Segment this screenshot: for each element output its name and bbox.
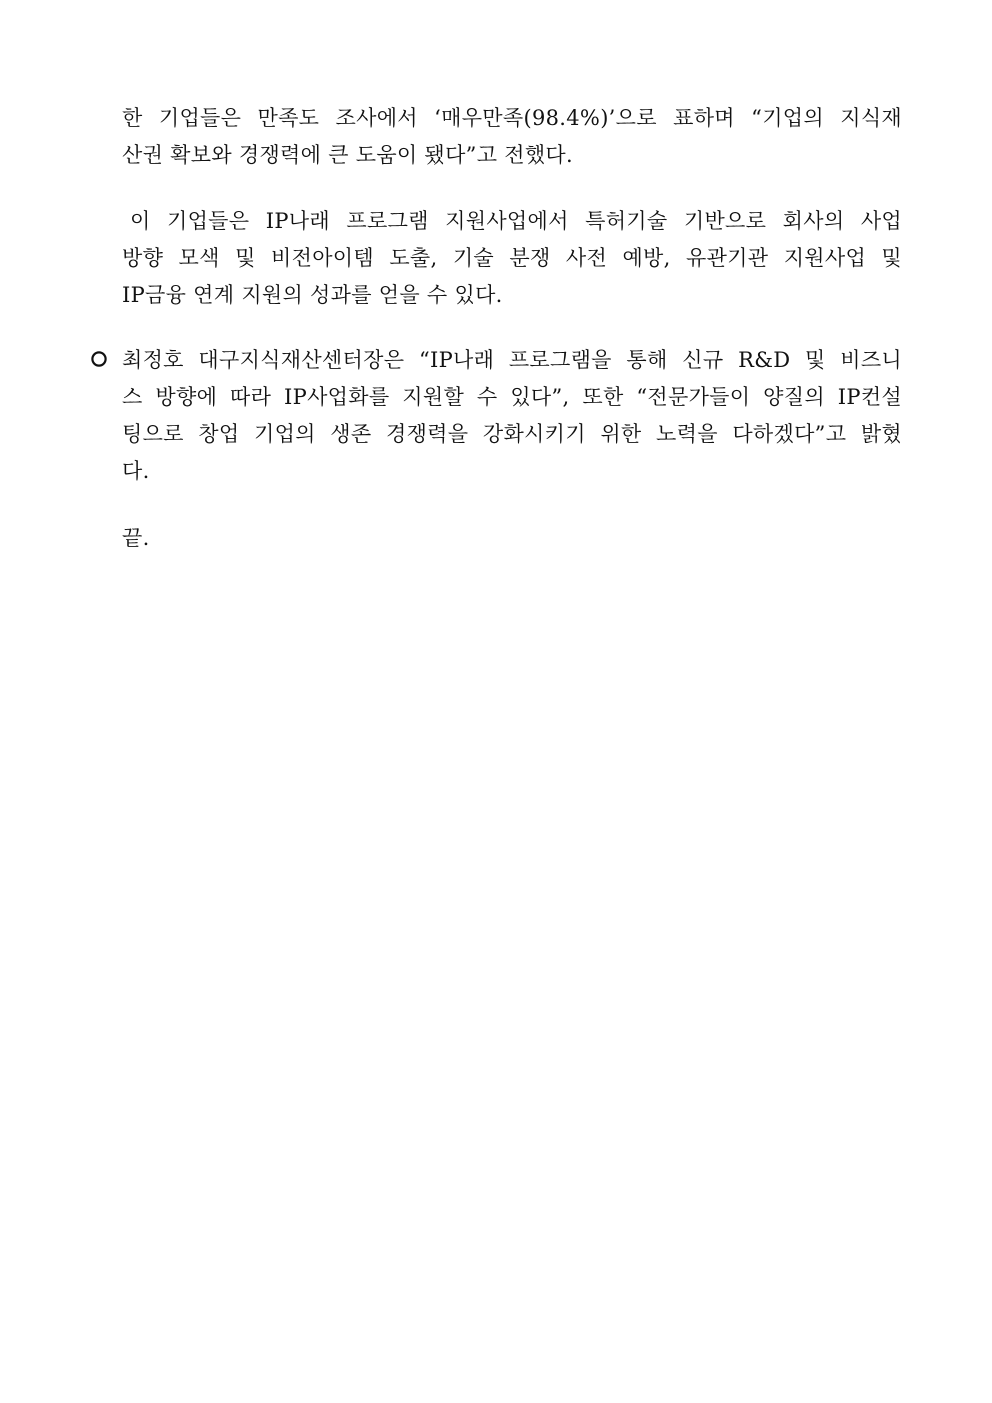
paragraph-director-quote [122,342,902,490]
closing-text: 끝. [122,526,150,550]
paragraph-line: 산권 확보와 경쟁력에 큰 도움이 됐다”고 전했다. [122,143,573,167]
paragraph-satisfaction [122,100,902,174]
paragraph-line: 한 기업들은 만족도 조사에서 ‘매우만족(98.4%)’으로 표하며 “기업의 지식재 [122,106,902,130]
paragraph-program-outcomes [122,203,902,314]
paragraph-line: 스 방향에 따라 IP사업화를 지원할 수 있다”, 또한 “전문가들이 양질의 IP컨설 [122,385,902,409]
closing-mark [122,520,902,557]
paragraph-line: 최정호 대구지식재산센터장은 “IP나래 프로그램을 통해 신규 R&D 및 비즈니 [122,348,902,372]
hollow-circle-bullet-icon [90,350,108,368]
paragraph-line: 이 기업들은 IP나래 프로그램 지원사업에서 특허기술 기반으로 회사의 사업 [130,209,902,233]
paragraph-line: IP금융 연계 지원의 성과를 얻을 수 있다. [122,283,503,307]
paragraph-line: 방향 모색 및 비전아이템 도출, 기술 분쟁 사전 예방, 유관기관 지원사업 및 [122,246,902,270]
paragraph-line: 팅으로 창업 기업의 생존 경쟁력을 강화시키기 위한 노력을 다하겠다”고 밝혔 [122,422,902,446]
paragraph-line: 다. [122,459,150,483]
